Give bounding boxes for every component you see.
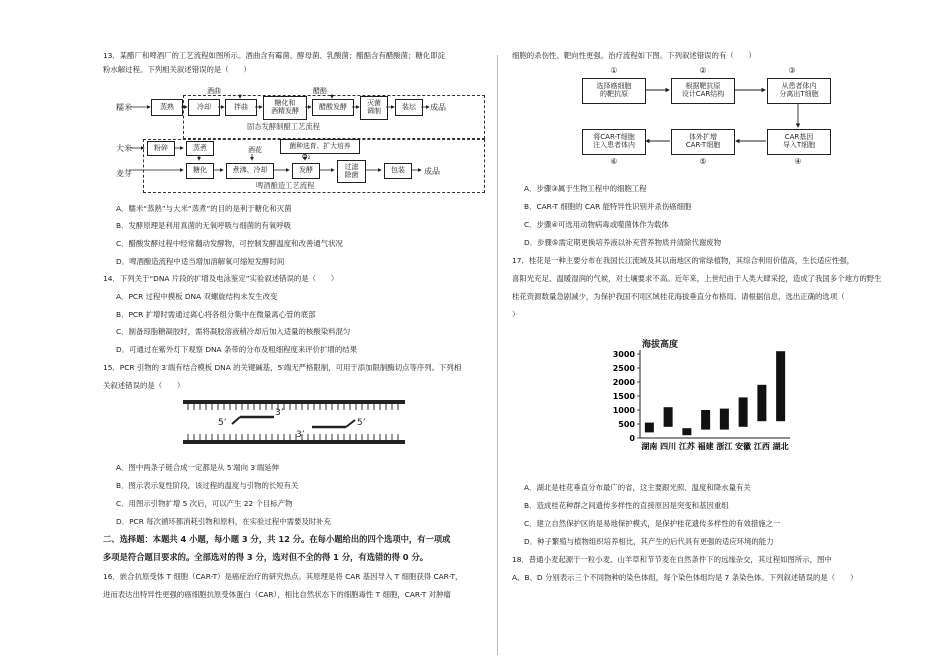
q17-option-a: A．湖北是桂花垂直分布最广的省，这主要跟光照、温度和降水量有关	[524, 483, 751, 492]
chart-y-tick-label: 500	[618, 420, 635, 429]
q15-option-b: B．图示表示复性阶段，该过程的温度与引物的长短有关	[116, 481, 299, 490]
chart-bar	[739, 397, 748, 426]
beer-step-cook: 蒸煮	[186, 141, 214, 156]
q13-stem-line1: 13．某醋厂和啤酒厂的工艺流程如图所示。酒曲含有霉菌、酵母菌、乳酸菌；醋醅含有醋酸菌；糖化即淀	[103, 51, 445, 60]
step-num-2: ②	[699, 66, 707, 75]
chart-bar	[664, 407, 673, 427]
chart-x-tick-label: 江苏	[678, 442, 695, 451]
vinegar-add-cupei: 醋醅	[313, 87, 327, 95]
vinegar-add-qu: 酒曲	[207, 87, 221, 95]
step-num-6: ⑥	[610, 157, 618, 166]
chart-y-tick-label: 3000	[612, 350, 635, 359]
q16-stem-line2: 进而表达出特异性更强的癌细胞抗原受体蛋白（CAR），相比自然状态下的细胞毒性 T 细胞，CAR-T 对肿瘤	[103, 590, 451, 599]
chart-y-tick-label: 0	[629, 434, 635, 443]
column-divider	[497, 55, 498, 655]
beer-arrows	[100, 138, 480, 188]
step-num-4: ④	[794, 157, 802, 166]
chart-bar	[776, 351, 785, 421]
beer-add-hops: 酒花	[248, 146, 262, 154]
chart-x-tick-label: 浙江	[716, 442, 733, 451]
q14-option-b: B．PCR 扩增时需通过离心将各组分集中在微量离心管的底部	[116, 310, 316, 319]
beer-step-5: 包装	[384, 163, 412, 179]
vinegar-step-7: 装坛	[395, 99, 423, 116]
q17-option-d: D．种子繁殖与植物组织培养相比，其产生的后代具有更强的适应环境的能力	[524, 537, 774, 546]
chart-x-tick-label: 四川	[660, 442, 677, 451]
q17-option-b: B．造成桂花种群之间遗传多样性的直接原因是突变和基因重组	[524, 501, 729, 510]
car-step-1: 选择癌细胞 的靶抗原	[582, 78, 646, 104]
q14-stem: 14．下列关于“DNA 片段的扩增及电泳鉴定”实验叙述错误的是（ ）	[103, 274, 339, 283]
pcr-label-3b: 3’	[296, 430, 305, 440]
beer-step-4: 过滤 除菌	[337, 160, 366, 183]
section2-line1: 二、选择题：本题共 4 小题，每小题 3 分，共 12 分。在每小题给出的四个选项中，有一项或	[103, 534, 451, 544]
chart-title: 海拔高度	[642, 340, 679, 350]
pcr-label-5a: 5’	[218, 418, 227, 428]
car-step-4: CAR基因 导入T细胞	[767, 129, 831, 155]
vinegar-step-3: 拌曲	[225, 99, 257, 116]
vinegar-step-1: 蒸熟	[151, 99, 183, 116]
chart-x-tick-label: 江西	[753, 442, 770, 451]
beer-output: 成品	[424, 167, 440, 176]
q18-stem-line1: 18．普通小麦起源于一粒小麦、山羊草和节节麦在自然条件下的远缘杂交，其过程如图所示，图中	[512, 555, 832, 564]
vinegar-input: 糯米	[116, 103, 132, 112]
chart-y-tick-label: 1500	[612, 392, 635, 401]
vinegar-output: 成品	[430, 103, 446, 112]
q16-continued: 细胞的杀伤性、靶向性更强。治疗流程如下图。下列叙述错误的有（ ）	[512, 51, 756, 60]
car-step-6: 将CAR-T细胞 注入患者体内	[582, 129, 646, 155]
chart-x-tick-label: 湖北	[772, 442, 789, 451]
chart-x-tick-label: 安徽	[735, 442, 752, 451]
q16-stem-line1: 16．嵌合抗原受体 T 细胞（CAR-T）是癌症治疗的研究热点。其原理是将 CAR 基因导入 T 细胞获得 CAR-T，	[103, 572, 463, 581]
vinegar-caption: 固态发酵制醋工艺流程	[247, 122, 320, 131]
q14-option-d: D．可通过在紫外灯下观察 DNA 条带的分布及粗细程度来评价扩增的结果	[116, 345, 357, 354]
q15-option-c: C．用图示引物扩增 5 次后，可以产生 22 个目标产物	[116, 499, 293, 508]
q14-option-c: C．制备琼脂糖凝胶时，需将凝胶溶液稍冷却后加入适量的核酸染料混匀	[116, 327, 351, 336]
q16-option-a: A．步骤③属于生物工程中的细胞工程	[524, 184, 647, 193]
vinegar-step-6: 灭菌 调制	[360, 96, 388, 120]
car-step-2: 根据靶抗原 设计CAR结构	[671, 78, 735, 104]
vinegar-step-5: 醋酸发酵	[312, 99, 354, 116]
beer-yeast-culture: 菌种选育、扩大培养	[280, 139, 360, 154]
q16-option-d: D．步骤⑤需定期更换培养液以补充营养物质并清除代谢废物	[524, 238, 722, 247]
q13-stem-line2: 粉水解过程。下列相关叙述错误的是（ ）	[103, 65, 251, 74]
beer-step-3: 发酵	[292, 163, 320, 179]
dna-strands	[180, 396, 410, 451]
step-num-3: ③	[788, 66, 796, 75]
q13-option-d: D．啤酒酿造流程中适当增加溶解氧可缩短发酵时间	[116, 257, 285, 266]
section2-line2: 多项是符合题目要求的。全部选对的得 3 分，选对但不全的得 1 分，有选错的得 0 分。	[103, 552, 429, 562]
altitude-chart	[600, 333, 800, 463]
beer-caption: 啤酒酿造工艺流程	[256, 181, 315, 190]
q17-stem-line4: ）	[512, 310, 520, 319]
q16-option-b: B．CAR-T 细胞的 CAR 能特异性识别并杀伤癌细胞	[524, 202, 692, 211]
q15-stem-line2: 关叙述错误的是（ ）	[103, 381, 185, 390]
vinegar-step-4: 糖化和 酒精发酵	[263, 96, 307, 120]
beer-step-1: 糖化	[186, 163, 214, 179]
beer-input-malt: 麦芽	[116, 169, 132, 178]
car-step-5: 体外扩增 CAR-T细胞	[671, 129, 735, 155]
beer-step-crush: 粉碎	[147, 141, 175, 156]
chart-y-tick-label: 1000	[612, 406, 635, 415]
q15-stem-line1: 15．PCR 引物的 3′端有结合模板 DNA 的关键碱基，5′端无严格限制，可用于添加限制酶切点等序列。下列相	[103, 363, 462, 372]
q16-option-c: C．步骤④可选用动物病毒或噬菌体作为载体	[524, 220, 669, 229]
q17-stem-line3: 桂花资源数量急剧减少，为保护我国不同区域桂花海拔垂直分布格局。请根据信息，选出正确的选项（	[512, 292, 845, 301]
q13-option-b: B．发酵原理是利用真菌的无氧呼吸与细菌的有氧呼吸	[116, 221, 292, 230]
pcr-label-5b: 5’	[357, 418, 366, 428]
q17-stem-line2: 喜阳光充足、温暖湿润的气候，对土壤要求不高。近年来，上世纪由于人类大肆采挖，造成了我国多个地方的野生	[512, 274, 882, 283]
step-num-1: ①	[610, 66, 618, 75]
vinegar-arrows	[100, 80, 480, 120]
q18-stem-line2: A、B、D 分别表示三个不同物种的染色体组，每个染色体组均是 7 条染色体。下列叙述错误的是（ ）	[512, 573, 858, 582]
chart-bar	[720, 409, 729, 430]
chart-y-tick-label: 2000	[612, 378, 635, 387]
q13-option-c: C．醋酸发酵过程中经常翻动发酵物，可控制发酵温度和改善通气状况	[116, 239, 343, 248]
chart-x-tick-label: 湖南	[641, 442, 658, 451]
pcr-label-3a: 3’	[275, 408, 284, 418]
beer-o2: O₂	[302, 153, 311, 161]
q14-option-a: A．PCR 过程中模板 DNA 双螺旋结构未发生改变	[116, 292, 278, 301]
step-num-5: ⑤	[699, 157, 707, 166]
q13-option-a: A．糯米“蒸熟”与大米“蒸煮”的目的是利于糖化和灭菌	[116, 204, 292, 213]
q17-stem-line1: 17．桂花是一种主要分布在我国长江流域及其以南地区的常绿植物，其综合利用价值高，生长适应性强，	[512, 256, 854, 265]
chart-bar	[682, 428, 691, 435]
chart-y-tick-label: 2500	[612, 364, 635, 373]
chart-bar	[645, 423, 654, 433]
q15-option-a: A．图中两条子链合成一定都是从 5′端向 3′端延伸	[116, 463, 279, 472]
vinegar-step-2: 冷却	[188, 99, 220, 116]
chart-bar	[701, 410, 710, 430]
beer-step-2: 煮沸、冷却	[226, 163, 274, 179]
q17-option-c: C．建立自然保护区的是易地保护模式，是保护桂花遗传多样性的有效措施之一	[524, 519, 781, 528]
beer-input-rice: 大米	[116, 144, 132, 153]
q15-option-d: D．PCR 每次循环都消耗引物和原料，在实验过程中需要及时补充	[116, 517, 331, 526]
chart-x-tick-label: 福建	[697, 442, 714, 451]
chart-bar	[757, 385, 766, 421]
chart-svg	[600, 333, 800, 463]
car-t-arrows	[640, 85, 840, 145]
car-step-3: 从患者体内 分离出T细胞	[767, 78, 831, 104]
